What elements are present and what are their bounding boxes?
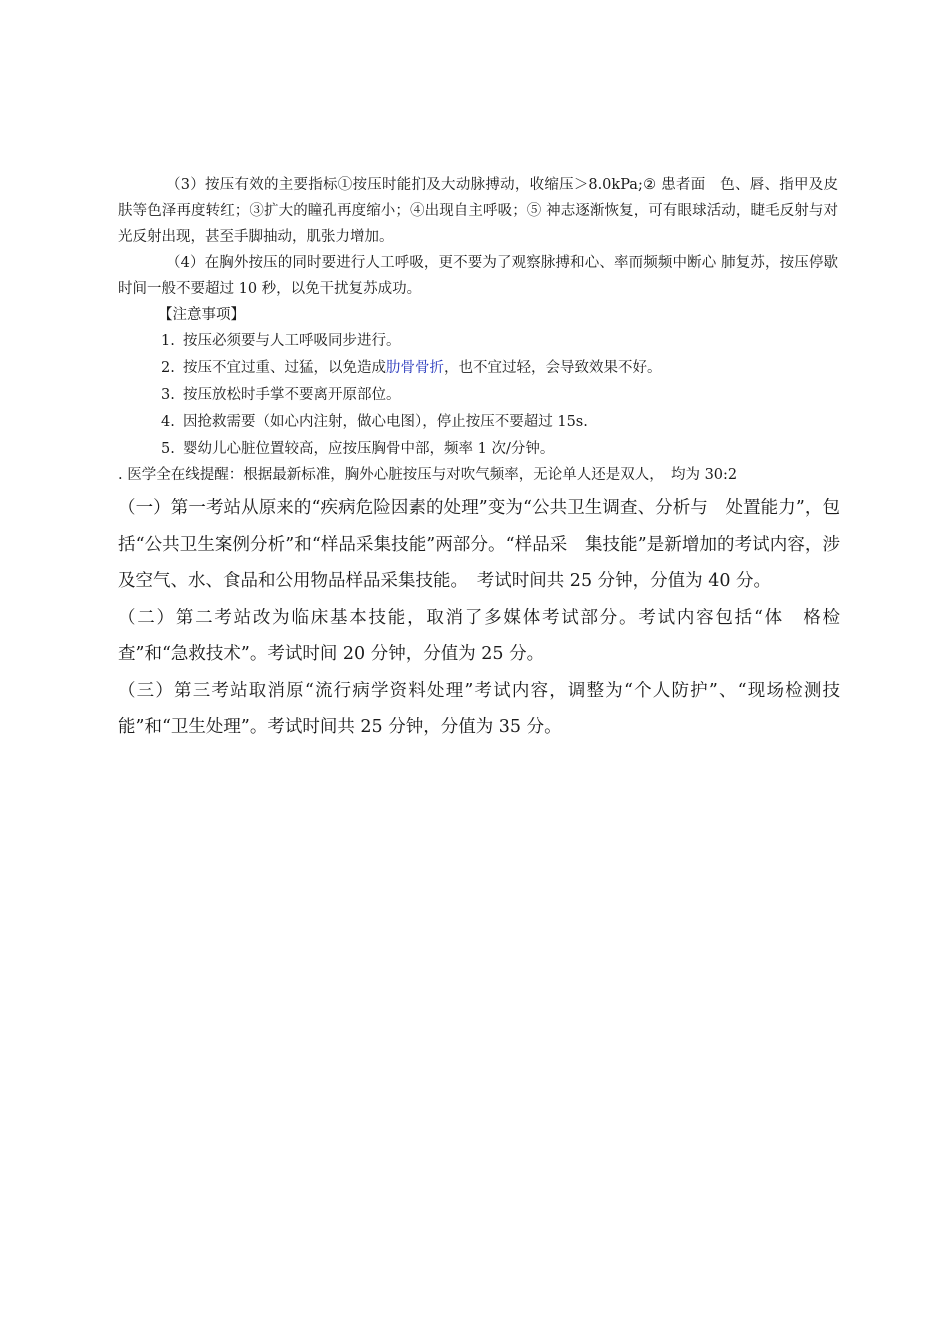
list-item-text: ，也不宜过轻，会导致效果不好。 (444, 360, 662, 376)
paragraph-artificial-respiration: （4）在胸外按压的同时要进行人工呼吸，更不要为了观察脉搏和心、率而频频中断心 肺复苏，按压停歇时间一般不要超过 10 秒，以免干扰复苏成功。 (118, 255, 838, 297)
list-item (118, 409, 838, 436)
list-item-number: 2. (161, 360, 175, 376)
station-three-paragraph: （三）第三考站取消原“流行病学资料处理”考试内容，调整为“个人防护”、“现场检测技能”和“卫生处理”。考试时间共 25 分钟，分值为 35 分。 (118, 680, 840, 737)
notice-list (118, 328, 838, 463)
rib-fracture-link[interactable]: 肋骨骨折 (386, 360, 444, 376)
station-two-paragraph: （二）第二考站改为临床基本技能，取消了多媒体考试部分。考试内容包括“体 格检查”和“急救技术”。考试时间 20 分钟，分值为 25 分。 (118, 607, 840, 664)
list-item-number: 1. (161, 333, 175, 349)
list-item-text: 按压放松时手掌不要离开原部位。 (183, 387, 401, 403)
notice-heading: 【注意事项】 (158, 307, 245, 323)
list-item (118, 355, 838, 382)
reminder-line: . 医学全在线提醒：根据最新标准，胸外心脏按压与对吹气频率，无论单人还是双人， 均为 30:2 (118, 467, 738, 483)
cpr-section (118, 172, 838, 463)
list-item-text: 因抢救需要（如心内注射，做心电图），停止按压不要超过 15s. (183, 414, 588, 430)
paragraph-effectiveness-indicators: （3）按压有效的主要指标①按压时能扪及大动脉搏动，收缩压＞8.0kPa;② 患者面 色、唇、指甲及皮肤等色泽再度转红；③扩大的瞳孔再度缩小；④出现自主呼吸；⑤ 神志逐渐恢复，可有眼球活动，睫毛反射与对光反射出现，甚至手脚抽动，肌张力增加。 (118, 177, 838, 245)
station-one-paragraph: （一）第一考站从原来的“疾病危险因素的处理”变为“公共卫生调查、分析与 处置能力”，包括“公共卫生案例分析”和“样品采集技能”两部分。“样品采 集技能”是新增加的考试内容，涉及空气、水、食品和公用物品样品采集技能。 考试时间共 25 分钟，分值为 40 分。 (118, 498, 840, 591)
list-item-number: 4. (161, 414, 175, 430)
list-item-text: 按压不宜过重、过猛，以免造成 (183, 360, 386, 376)
list-item-text: 婴幼儿心脏位置较高，应按压胸骨中部，频率 1 次/分钟。 (183, 441, 555, 457)
list-item (118, 328, 838, 355)
list-item (118, 382, 838, 409)
list-item-text: 按压必须要与人工呼吸同步进行。 (183, 333, 401, 349)
list-item-number: 3. (161, 387, 175, 403)
list-item-number: 5. (161, 441, 175, 457)
list-item (118, 436, 838, 463)
exam-stations-section (118, 490, 840, 746)
